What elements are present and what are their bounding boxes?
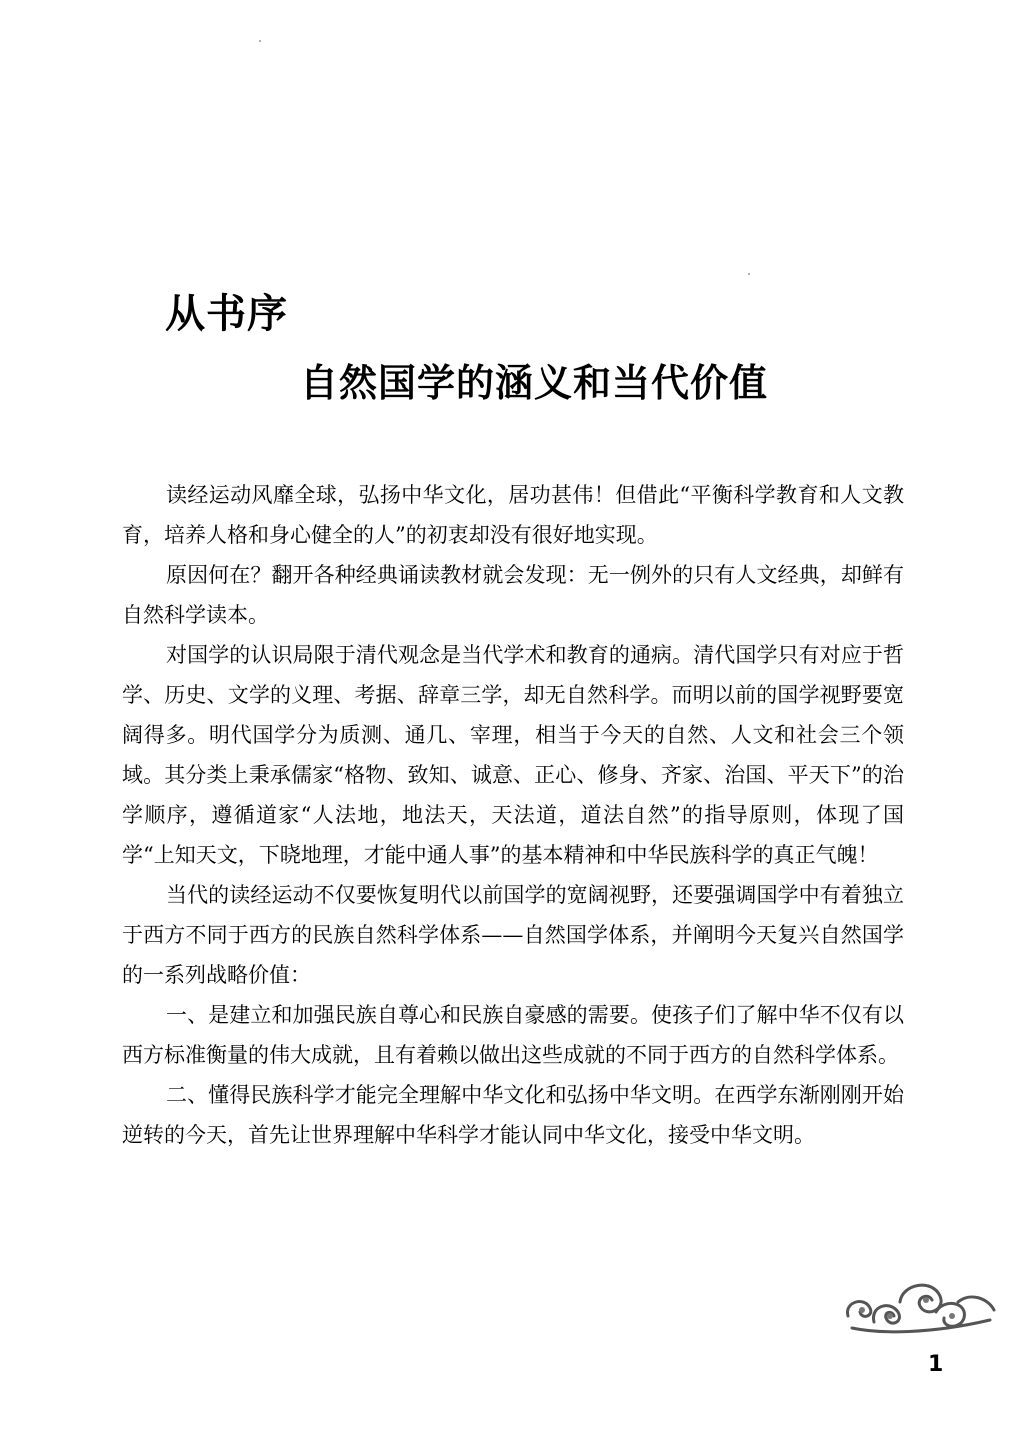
paragraph-3: 对国学的认识局限于清代观念是当代学术和教育的通病。清代国学只有对应于哲学、历史、文学的义理、考据、辞章三学，却无自然科学。而明以前的国学视野要宽阔得多。明代国学分为质测、通几、宰理，相当于今天的自然、人文和社会三个领域。其分类上秉承儒家“格物、致知、诚意、正心、修身、齐家、治国、平天下”的治学顺序，遵循道家“人法地，地法天，天法道，道法自然”的指导原则，体现了国学“上知天文，下晓地理，才能中通人事”的基本精神和中华民族科学的真正气魄！: [122, 643, 904, 867]
paragraph-2: 原因何在？翻开各种经典诵读教材就会发现：无一例外的只有人文经典，却鲜有自然科学读本。: [122, 563, 904, 627]
paragraph-4: 当代的读经运动不仅要恢复明代以前国学的宽阔视野，还要强调国学中有着独立于西方不同于西方的民族自然科学体系——自然国学体系，并阐明今天复兴自然国学的一系列战略价值：: [122, 883, 904, 987]
page-number: 1: [928, 1352, 944, 1377]
paragraph-6: 二、懂得民族科学才能完全理解中华文化和弘扬中华文明。在西学东渐刚刚开始逆转的今天，首先让世界理解中华科学才能认同中华文化，接受中华文明。: [122, 1083, 904, 1147]
body-text: [122, 475, 904, 1155]
paragraph-1: 读经运动风靡全球，弘扬中华文化，居功甚伟！但借此“平衡科学教育和人文教育，培养人格和身心健全的人”的初衷却没有很好地实现。: [122, 483, 904, 547]
main-title: 自然国学的涵义和当代价值: [300, 361, 769, 405]
series-title: 从书序: [165, 291, 288, 337]
cloud-ornament-icon: [840, 1272, 1000, 1340]
scan-speck: [259, 40, 261, 42]
paragraph-5: 一、是建立和加强民族自尊心和民族自豪感的需要。使孩子们了解中华不仅有以西方标准衡量的伟大成就，且有着赖以做出这些成就的不同于西方的自然科学体系。: [122, 1003, 904, 1067]
scan-speck: [748, 273, 750, 275]
